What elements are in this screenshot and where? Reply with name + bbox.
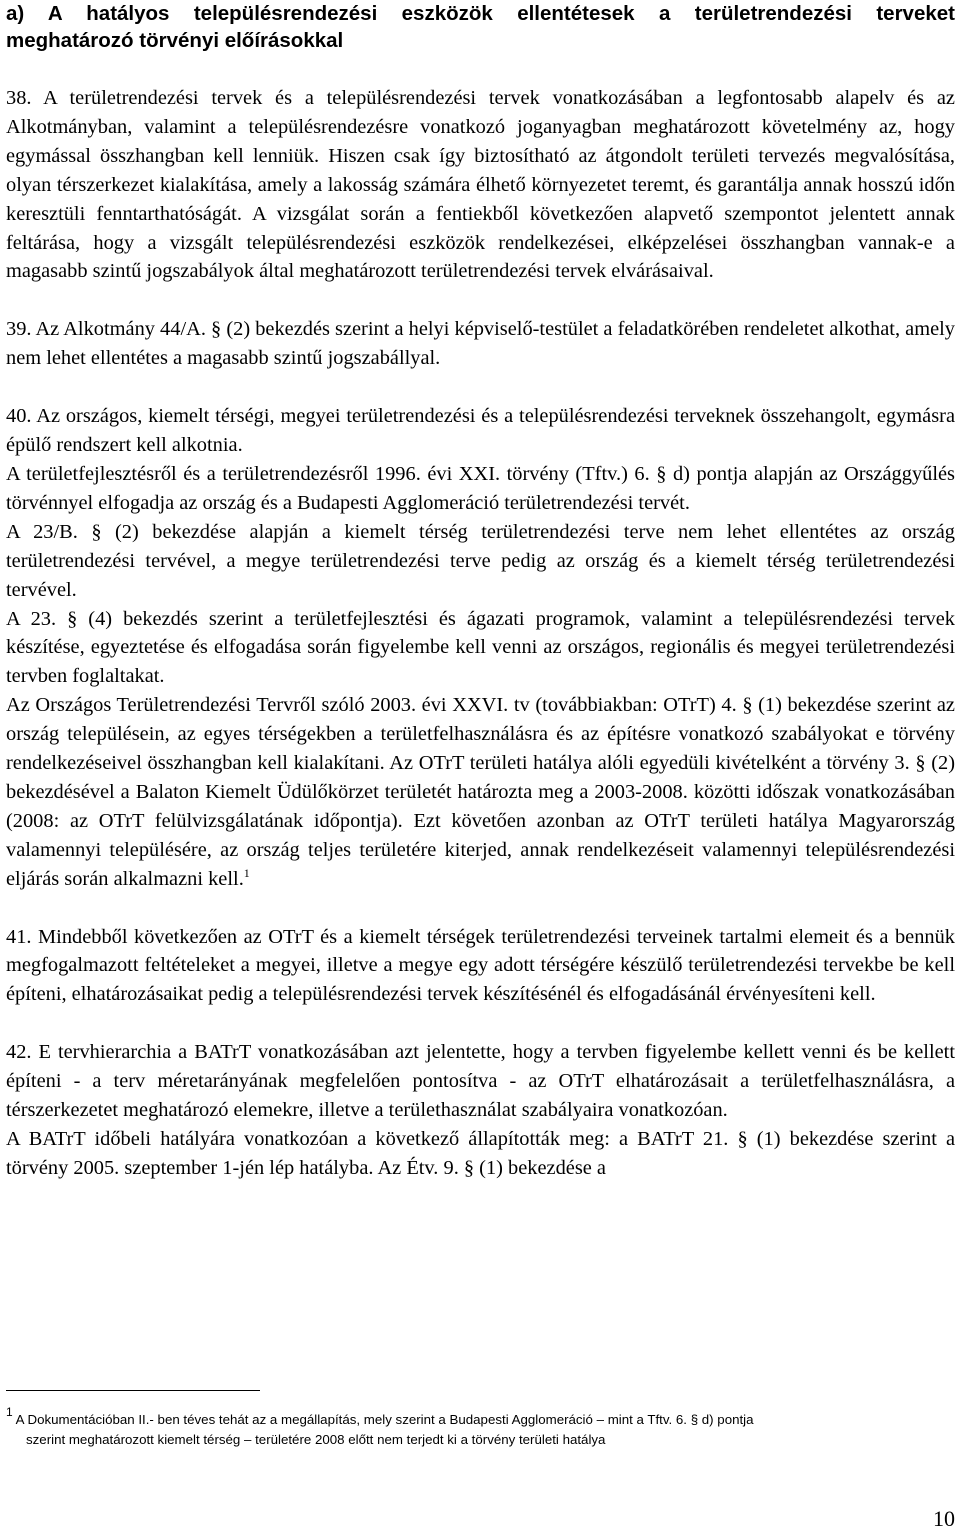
page-number: 10	[933, 1506, 955, 1531]
footnote-marker: 1	[6, 1405, 13, 1419]
heading-line-1: a) A hatályos településrendezési eszközök ellentétesek a területrendezési terveket	[6, 2, 955, 25]
footnote-line-2: szerint meghatározott kiemelt térség – területére 2008 előtt nem terjedt ki a törvény területi hatálya	[26, 1432, 606, 1447]
paragraph-otrt-text: Az Országos Területrendezési Tervről szóló 2003. évi XXVI. tv (továbbiakban: OTrT) 4. § (1) bekezdése szerint az ország településein, az egyes térségekben a területfelhasználásra és az építésre vonatkozó szabályokat e törvény rendelkezéseivel összhangban kell kialakítani. Az OTrT területi hatálya alóli egyedüli kivételként a törvény 3. § (2) bekezdésével a Balaton Kiemelt Üdülőkörzet területét határozta meg a 2003-2008. közötti időszak vonatkozásában (2008: az OTrT felülvizsgálatának időpontja). Ezt követően azonban az OTrT területi hatálya Magyarország valamennyi településére, az ország teljes területére kiterjed, annak rendelkezéseit valamennyi településrendezési eljárás során alkalmazni kell.	[6, 694, 955, 890]
footnote-line-1	[6, 1405, 754, 1427]
paragraph-41: 41. Mindebből következően az OTrT és a kiemelt térségek területrendezési terveinek tartalmi elemeit és a bennük megfogalmazott feltételeket a megyei, illetve a megye egy adott térségére készülő területrendezési tervekbe be kell építeni, elhatározásaikat pedig a településrendezési tervek készítésénél és elfogadásánál érvényesíteni kell.	[6, 925, 955, 1006]
heading-line-2: meghatározó törvényi előírásokkal	[6, 29, 344, 52]
footnote-text-1: A Dokumentációban II.- ben téves tehát az a megállapítás, mely szerint a Budapesti Agglomeráció – mint a Tftv. 6. § d) pontja	[12, 1412, 754, 1427]
paragraph-39: 39. Az Alkotmány 44/A. § (2) bekezdés szerint a helyi képviselő-testület a feladatkörében rendeletet alkothat, amely nem lehet ellentétes a magasabb szintű jogszabállyal.	[6, 318, 955, 370]
footnote-separator	[6, 1390, 260, 1391]
section-heading	[6, 0, 955, 54]
paragraph-23: A 23. § (4) bekezdés szerint a területfejlesztési és ágazati programok, valamint a településrendezési tervek készítése, egyeztetése és elfogadása során figyelembe kell venni az országos, regionális és megyei területrendezési tervben foglaltakat.	[6, 607, 955, 688]
footnote	[6, 1405, 955, 1450]
paragraph-42: 42. E tervhierarchia a BATrT vonatkozásában azt jelentette, hogy a tervben figyelembe kellett venni és be kellett építeni - a terv méretarányának megfelelően pontosítva - az OTrT elhatározásait a területfelhasználásra, a térszerkezetet meghatározó elemekre, illetve a területhasználat szabályaira vonatkozóan.	[6, 1041, 955, 1122]
paragraph-23b: A 23/B. § (2) bekezdése alapján a kiemelt térség területrendezési terve nem lehet ellentétes az ország területrendezési tervével, a megye területrendezési terve pedig az ország és a kiemelt térség területrendezési tervével.	[6, 520, 955, 601]
document-page	[6, 0, 955, 1183]
paragraph-40: 40. Az országos, kiemelt térségi, megyei területrendezési és a településrendezési terveknek összehangolt, egymásra épülő rendszert kell alkotnia.	[6, 405, 955, 457]
footnote-reference: 1	[243, 865, 250, 880]
paragraph-batrt: A BATrT időbeli hatályára vonatkozóan a következő állapították meg: a BATrT 21. § (1) bekezdése szerint a törvény 2005. szeptember 1-jén lép hatályba. Az Étv. 9. § (1) bekezdése a	[6, 1128, 955, 1179]
paragraph-tftv: A területfejlesztésről és a területrendezésről 1996. évi XXI. törvény (Tftv.) 6. § d) pontja alapján az Országgyűlés törvénnyel elfogadja az ország és a Budapesti Agglomeráció területrendezési tervét.	[6, 462, 955, 514]
paragraph-38: 38. A területrendezési tervek és a településrendezési tervek vonatkozásában a legfontosabb alapelv és az Alkotmányban, valamint a településrendezésre vonatkozó joganyagban meghatározott követelmény az, hogy egymással összhangban kell lenniük. Hiszen csak így biztosítható az átgondolt területi tervezés megvalósítása, olyan térszerkezet kialakítása, amely a lakosság számára élhető környezetet teremt, és garantálja annak hosszú időn keresztüli fenntarthatóságát. A vizsgálat során a fentiekből következően alapvető szempontot jelentett annak feltárása, hogy a vizsgált településrendezési eszközök rendelkezései, elképzelései összhangban vannak-e a magasabb szintű jogszabályok által meghatározott területrendezési tervek elvárásaival.	[6, 87, 955, 283]
paragraph-otrt	[6, 691, 955, 893]
